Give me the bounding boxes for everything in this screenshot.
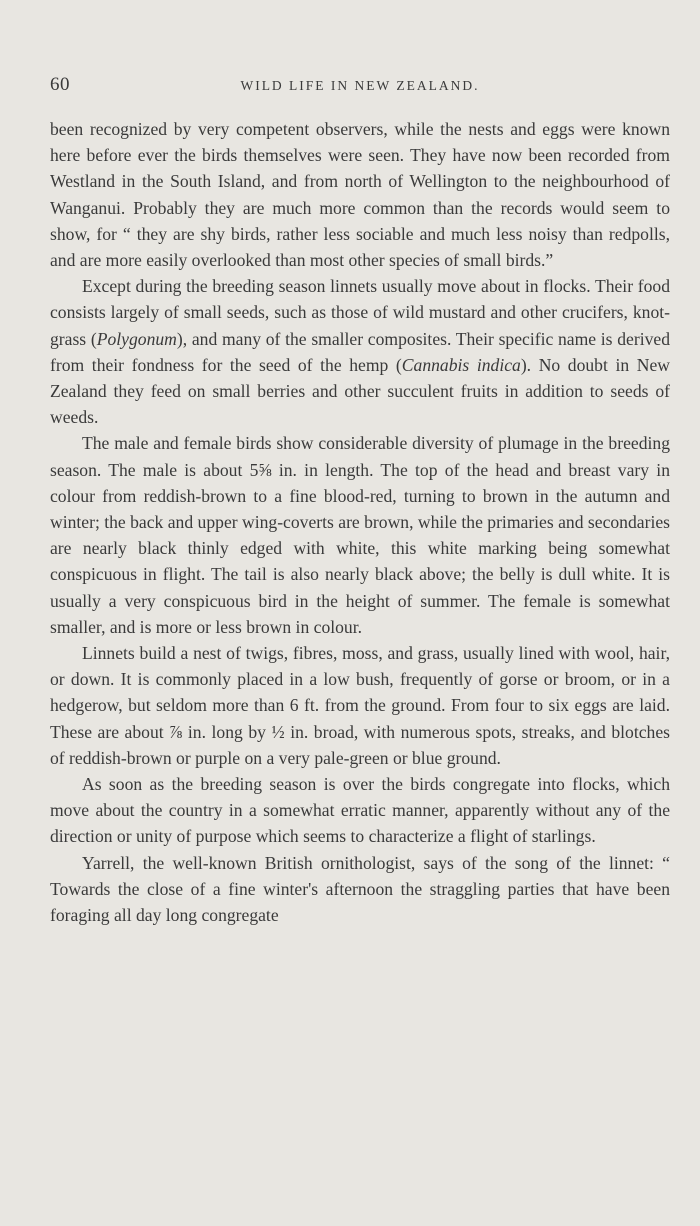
running-title: WILD LIFE IN NEW ZEALAND. bbox=[240, 78, 480, 93]
paragraph-5: As soon as the breeding season is over the birds congregate into flocks, which move about the country in a somewhat erratic manner, apparently without any of the direction or unity of purpose which seems to characterize a flight of starlings. bbox=[50, 774, 670, 847]
page-number: 60 bbox=[50, 74, 70, 95]
paragraph-1: been recognized by very competent observers, while the nests and eggs were known here before ever the birds themselves were seen. They have now been recorded from Westland in the South Island, and from north of Wellington to the neighbourhood of Wanganui. Probably they are much more common than the records would seem to show, for “ they are shy birds, rather less sociable and much less noisy than redpolls, and are more easily overlooked than most other species of small birds.” bbox=[50, 119, 670, 271]
page-header bbox=[50, 74, 670, 100]
paragraph-6: Yarrell, the well-known British ornithologist, says of the song of the linnet: “ Towards the close of a fine winter's afternoon the straggling parties that have been foraging all day long congregate bbox=[50, 852, 670, 926]
body-text bbox=[50, 116, 670, 928]
latin-name-cannabis: Cannabis indica bbox=[401, 354, 521, 375]
latin-name-polygonum: Polygonum bbox=[96, 328, 177, 349]
paragraph-2 bbox=[50, 273, 670, 430]
paragraph-3: The male and female birds show considerable diversity of plumage in the breeding season. The male is about 5⅝ in. in length. The top of the head and breast vary in colour from reddish-brown to a fine blood-red, turning to brown in the autumn and winter; the back and upper wing-coverts are brown, while the primaries and secondaries are nearly black thinly edged with white, this white marking being somewhat conspicuous in flight. The tail is also nearly black above; the belly is dull white. It is usually a very conspicuous bird in the height of summer. The female is somewhat smaller, and is more or less brown in colour. bbox=[50, 433, 670, 637]
paragraph-2-part-3: ). No doubt in New Zealand they feed on small berries and other succulent fruits in addition to seeds of weeds. bbox=[50, 354, 670, 428]
paragraph-4: Linnets build a nest of twigs, fibres, moss, and grass, usually lined with wool, hair, or down. It is commonly placed in a low bush, frequently of gorse or broom, or in a hedgerow, but seldom more than 6 ft. from the ground. From four to six eggs are laid. These are about ⅞ in. long by ½ in. broad, with numerous spots, streaks, and blotches of reddish-brown or purple on a very pale-green or blue ground. bbox=[50, 643, 670, 768]
paragraph-2-part-2: ), and many of the smaller composites. Their specific name is derived from their fondness for the seed of the hemp ( bbox=[50, 328, 670, 375]
paragraph-2-part-1: Except during the breeding season linnets usually move about in flocks. Their food consists largely of small seeds, such as those of wild mustard and other crucifers, knot-grass ( bbox=[50, 276, 670, 349]
